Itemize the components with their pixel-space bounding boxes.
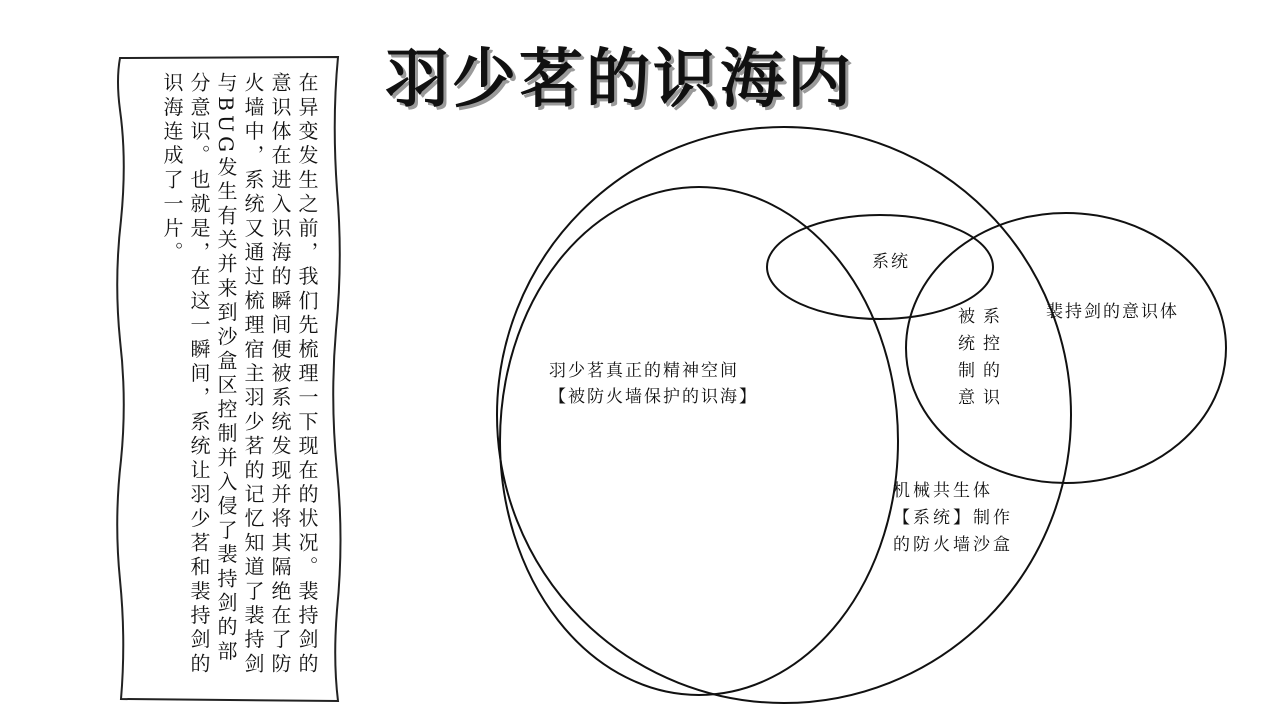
page-title: 羽少茗的识海内 [385, 43, 854, 117]
system-label: 系统 [872, 252, 910, 272]
sword-consciousness-label: 裴持剑的意识体 [1046, 302, 1179, 322]
firewall-sandbox-label: 机械共生体【系统】制作的防火墙沙盒 [893, 481, 1013, 555]
note-text: 在异变发生之前，我们先梳理一下现在的状况。裴持剑的意识体在进入识海的瞬间便被系统发现并将其隔绝在了防火墙中，系统又通过梳理宿主羽少茗的记忆知道了裴持剑与BUG发生有关并来到沙盒区控制并入侵了裴持剑的部分意识。也就是，在这一瞬间，系统让羽少茗和裴持剑的识海连成了一片。 [160, 72, 319, 677]
sword-consciousness-ellipse [906, 213, 1226, 483]
spirit-space-label-line2: 【被防火墙保护的识海】 [549, 387, 758, 407]
sandbox-outer-ellipse [497, 127, 1071, 703]
spirit-space-ellipse [500, 187, 898, 695]
spirit-space-label-line1: 羽少茗真正的精神空间 [549, 361, 739, 381]
controlled-consciousness-label: 被系统控制的意识 [958, 307, 1008, 408]
spirit-space-label [549, 358, 758, 410]
